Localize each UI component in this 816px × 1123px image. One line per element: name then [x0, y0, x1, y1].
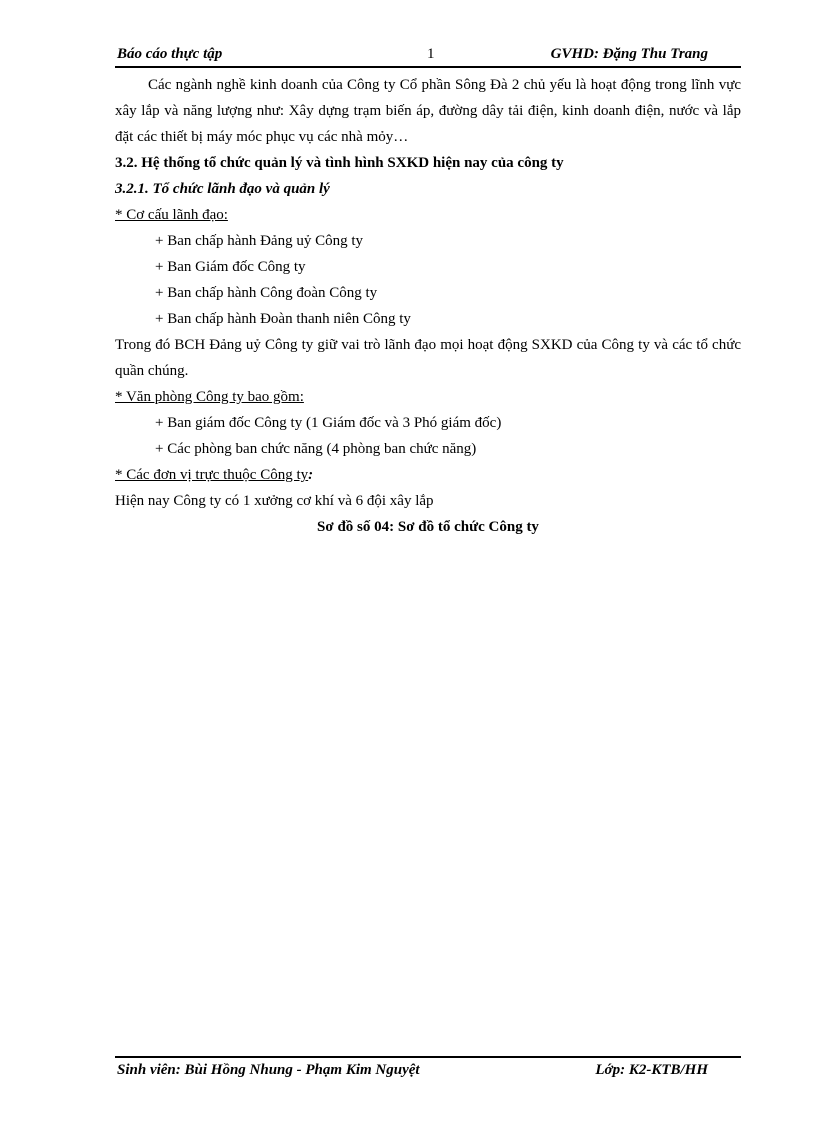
leadership-title-text: * Cơ cấu lãnh đạo: [115, 207, 228, 223]
units-note: Hiện nay Công ty có 1 xưởng cơ khí và 6 đội xây lắp [115, 493, 434, 509]
footer-students: Sinh viên: Bùi Hồng Nhung - Phạm Kim Nguyệt [117, 1062, 420, 1078]
page-header [115, 46, 741, 66]
footer-rule [115, 1056, 741, 1058]
header-rule [115, 66, 741, 68]
list-item: + Ban chấp hành Đảng uỷ Công ty [155, 233, 364, 249]
header-supervisor: GVHD: Đặng Thu Trang [550, 46, 708, 62]
list-item: + Ban Giám đốc Công ty [155, 259, 306, 275]
office-title [115, 384, 741, 410]
list-item: + Các phòng ban chức năng (4 phòng ban chức năng) [155, 441, 477, 457]
page-body [115, 72, 741, 540]
units-title [115, 462, 741, 488]
diagram-caption: Sơ đồ số 04: Sơ đồ tổ chức Công ty [317, 519, 539, 535]
list-item: + Ban giám đốc Công ty (1 Giám đốc và 3 Phó giám đốc) [155, 415, 502, 431]
section-heading-3-2-1: 3.2.1. Tổ chức lãnh đạo và quản lý [115, 181, 330, 197]
header-report-title: Báo cáo thực tập [117, 46, 223, 62]
units-title-colon: : [308, 467, 314, 483]
section-heading-3-2: 3.2. Hệ thống tổ chức quản lý và tình hình SXKD hiện nay của công ty [115, 155, 564, 171]
leadership-note: Trong đó BCH Đảng uỷ Công ty giữ vai trò lãnh đạo mọi hoạt động SXKD của Công ty và các tổ chức quần chúng. [115, 337, 741, 379]
page-number: 1 [427, 46, 435, 62]
office-title-text: * Văn phòng Công ty bao gồm: [115, 389, 304, 405]
units-title-text: * Các đơn vị trực thuộc Công ty [115, 467, 309, 483]
page-footer [115, 1062, 741, 1082]
list-item: + Ban chấp hành Công đoàn Công ty [155, 285, 378, 301]
intro-paragraph: Các ngành nghề kinh doanh của Công ty Cổ phần Sông Đà 2 chủ yếu là hoạt động trong lĩnh vực xây lắp và năng lượng như: Xây dựng trạm biến áp, đường dây tải điện, kinh doanh điện, nước và lắp đặt các thiết bị máy móc phục vụ các nhà mỏy… [115, 77, 741, 145]
footer-class: Lớp: K2-KTB/HH [595, 1062, 708, 1078]
list-item: + Ban chấp hành Đoàn thanh niên Công ty [155, 311, 411, 327]
leadership-title [115, 202, 741, 228]
